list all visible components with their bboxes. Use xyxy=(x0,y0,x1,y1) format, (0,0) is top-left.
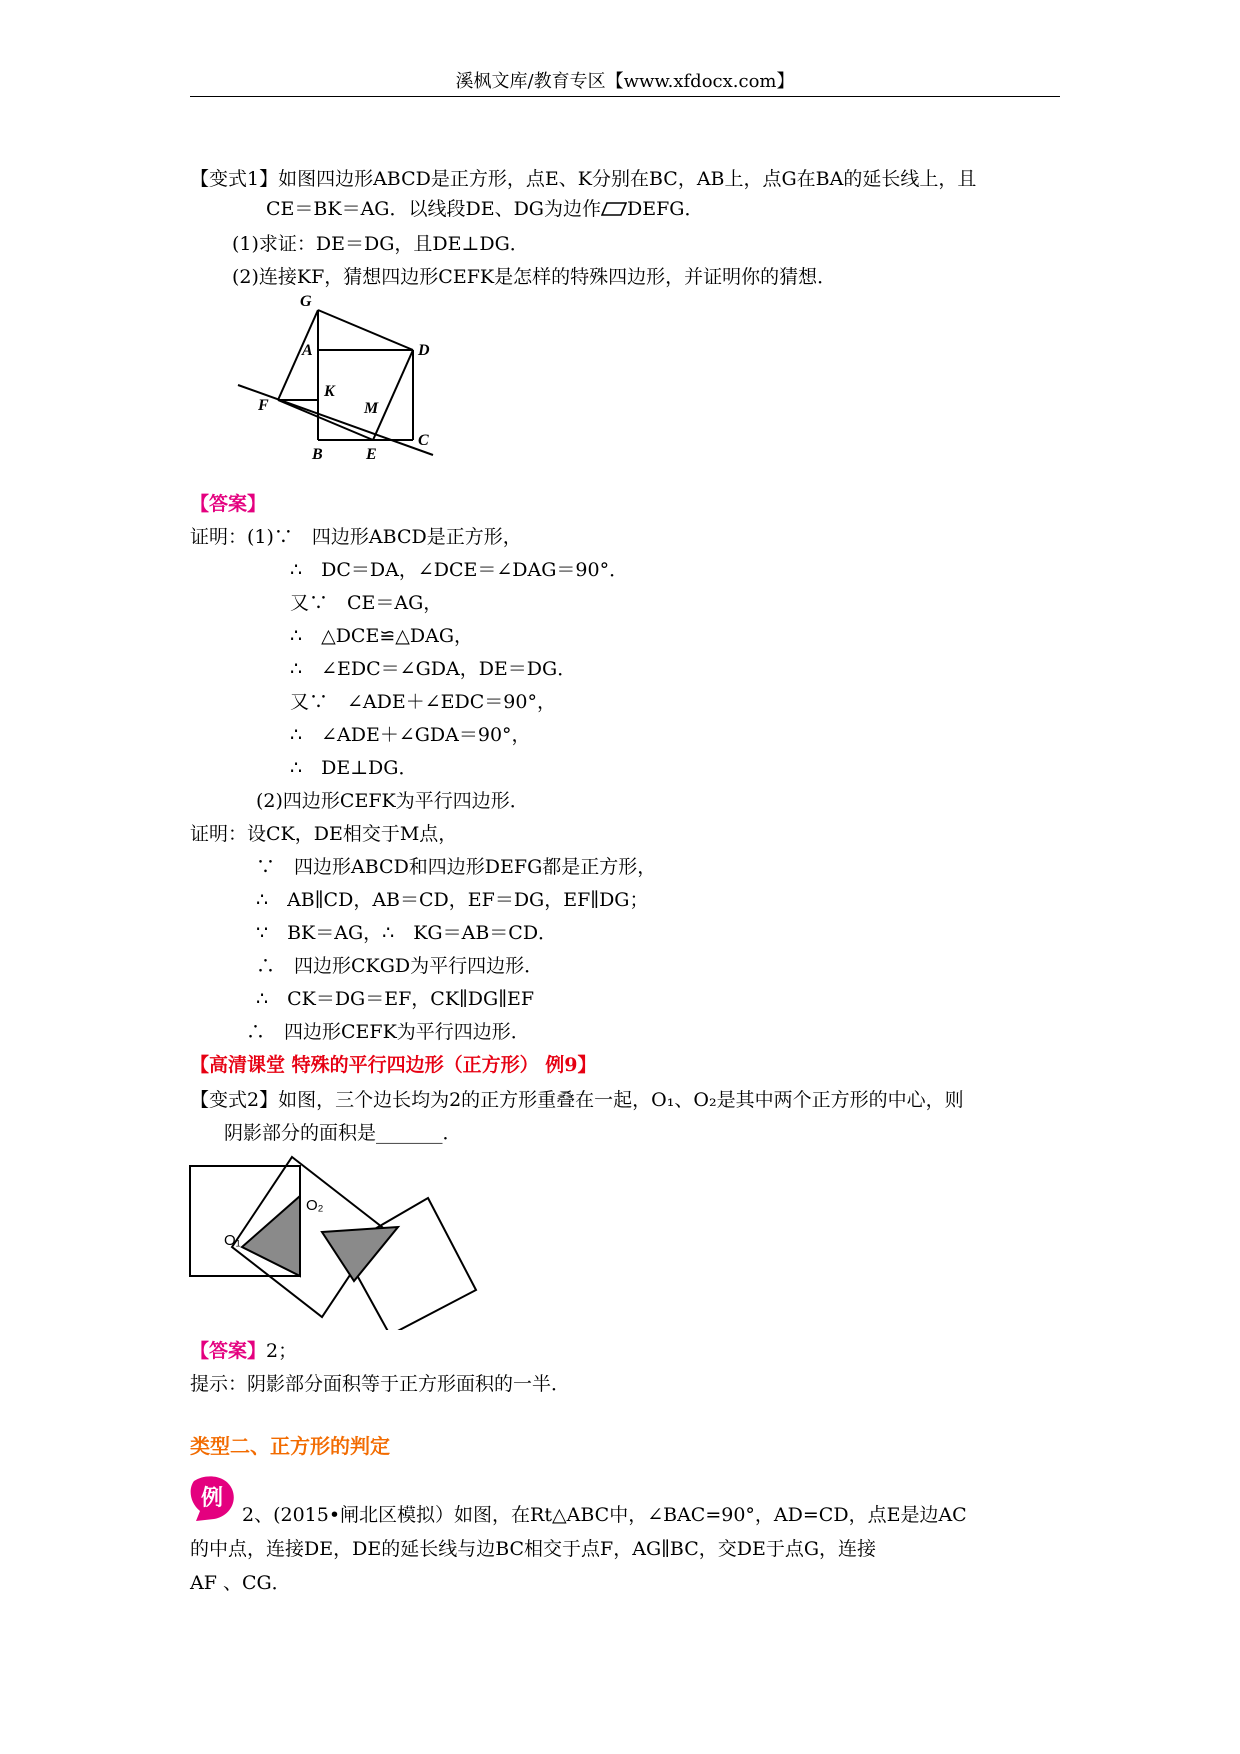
variant1-line1: 【变式1】如图四边形ABCD是正方形，点E、K分别在BC，AB上，点G在BA的延长线上，且 xyxy=(190,168,977,190)
proof-line-5: ∴ ∠EDC＝∠GDA，DE＝DG． xyxy=(290,658,577,680)
proof-line-16: ∴ 四边形CEFK为平行四边形． xyxy=(246,1021,530,1043)
answer2 xyxy=(190,1338,297,1364)
header-divider xyxy=(190,96,1060,97)
parallelogram-icon xyxy=(601,202,627,216)
label-o1: O₁ xyxy=(224,1232,241,1249)
label-o2: O₂ xyxy=(306,1197,324,1214)
label-b: B xyxy=(312,446,323,463)
variant1-question-1: (1)求证：DE＝DG，且DE⊥DG． xyxy=(232,233,529,255)
variant2-line2: 阴影部分的面积是_______． xyxy=(224,1122,462,1144)
page-header: 溪枫文库/教育专区【www.xfdocx.com】 xyxy=(455,71,795,92)
label-f: F xyxy=(258,397,269,414)
variant1-line2 xyxy=(266,196,703,222)
label-e: E xyxy=(366,446,377,463)
label-a: A xyxy=(302,342,313,359)
overlapping-squares-figure xyxy=(186,1150,486,1330)
example-line2: 的中点，连接DE，DE的延长线与边BC相交于点F，AG∥BC，交DE于点G，连接 xyxy=(190,1538,877,1560)
answer2-value: 2； xyxy=(266,1340,298,1362)
proof-line-2: ∴ DC＝DA，∠DCE＝∠DAG＝90°． xyxy=(290,559,629,581)
proof-line-14: ∴ 四边形CKGD为平行四边形． xyxy=(256,955,544,977)
variant2-line1: 【变式2】如图，三个边长均为2的正方形重叠在一起，O₁、O₂是其中两个正方形的中心，则 xyxy=(190,1089,964,1111)
answer1-label: 【答案】 xyxy=(190,493,267,515)
variant1-question-2: (2)连接KF，猜想四边形CEFK是怎样的特殊四边形，并证明你的猜想． xyxy=(232,266,837,288)
answer2-label: 【答案】 xyxy=(190,1340,267,1362)
proof-line-10: 证明：设CK，DE相交于M点， xyxy=(190,823,458,845)
label-k: K xyxy=(324,383,335,400)
proof-line-15: ∴ CK＝DG＝EF，CK∥DG∥EF xyxy=(256,988,535,1010)
lesson-tag: 【高清课堂 特殊的平行四边形（正方形） 例9】 xyxy=(190,1054,597,1076)
label-c: C xyxy=(418,432,429,449)
label-g: G xyxy=(300,293,312,310)
proof-line-11: ∵ 四边形ABCD和四边形DEFG都是正方形， xyxy=(256,856,657,878)
variant1-line2-end: DEFG． xyxy=(626,198,704,220)
proof-line-12: ∴ AB∥CD，AB＝CD，EF＝DG，EF∥DG； xyxy=(256,889,649,911)
proof-line-6: 又∵ ∠ADE＋∠EDC＝90°， xyxy=(290,691,556,713)
variant1-line2-text: CE＝BK＝AG．以线段DE、DG为边作 xyxy=(266,198,601,220)
example-badge-icon xyxy=(188,1475,236,1521)
example-line1: 2、(2015•闸北区模拟）如图，在Rt△ABC中，∠BAC=90°，AD=CD，点E是边AC xyxy=(242,1504,967,1526)
proof-line-3: 又∵ CE＝AG， xyxy=(290,592,443,614)
example-line3: AF 、CG． xyxy=(190,1572,291,1594)
proof-line-8: ∴ DE⊥DG． xyxy=(290,757,418,779)
proof-line-13: ∵ BK＝AG，∴ KG＝AB＝CD． xyxy=(256,922,558,944)
section-title: 类型二、正方形的判定 xyxy=(190,1434,390,1458)
proof-line-7: ∴ ∠ADE＋∠GDA＝90°， xyxy=(290,724,531,746)
proof-line-1: 证明：(1)∵ 四边形ABCD是正方形， xyxy=(190,526,522,548)
proof-line-4: ∴ △DCE≌△DAG， xyxy=(290,625,474,647)
example-badge-text: 例 xyxy=(200,1486,224,1511)
answer2-hint: 提示：阴影部分面积等于正方形面积的一半． xyxy=(190,1373,571,1395)
proof-line-9: (2)四边形CEFK为平行四边形． xyxy=(256,790,529,812)
label-m: M xyxy=(364,400,379,417)
square-figure-abcd xyxy=(228,290,448,470)
label-d: D xyxy=(418,342,430,359)
